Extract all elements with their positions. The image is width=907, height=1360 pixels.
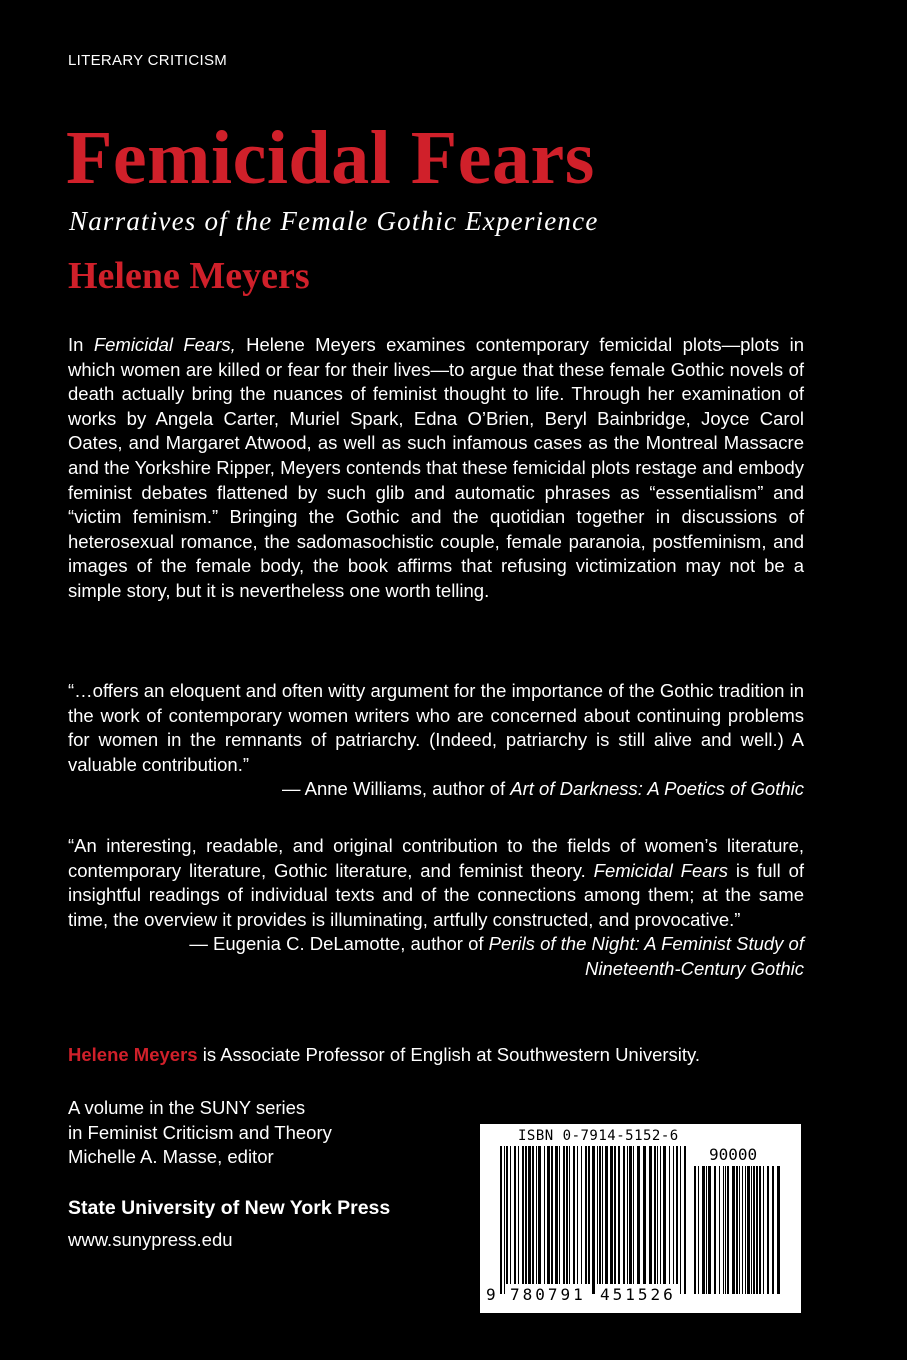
barcode-bar — [633, 1146, 634, 1284]
attribution-work-line1: Perils of the Night: A Feminist Study of — [488, 933, 804, 955]
barcode-bar — [745, 1166, 746, 1294]
barcode-bar — [663, 1146, 666, 1284]
barcode-bar — [767, 1166, 769, 1294]
barcode-bar — [581, 1146, 582, 1284]
barcode-bar — [739, 1166, 740, 1294]
barcode-bar — [588, 1146, 590, 1284]
isbn-number: ISBN 0-7914-5152-6 — [518, 1128, 679, 1144]
barcode-bar — [649, 1146, 652, 1284]
barcode-bar — [532, 1146, 534, 1284]
attribution-work-line2: Nineteenth-Century Gothic — [584, 957, 804, 979]
barcode-bar — [772, 1166, 774, 1294]
quote-text-italic: Femicidal Fears — [593, 859, 728, 881]
attribution-author: — Anne Williams, author of — [282, 778, 511, 800]
barcode-bar — [643, 1146, 646, 1284]
barcode-bar — [573, 1146, 575, 1284]
barcode-bar — [742, 1166, 743, 1294]
barcode-bar — [538, 1146, 541, 1284]
barcode-bar — [506, 1146, 508, 1284]
barcode-bar — [514, 1146, 516, 1284]
barcode-bar — [680, 1146, 681, 1294]
bio-text: is Associate Professor of English at Southwestern University. — [197, 1044, 701, 1065]
barcode-bar — [732, 1166, 735, 1294]
description-paragraph — [68, 333, 804, 604]
series-line-1: A volume in the SUNY series — [68, 1097, 306, 1118]
series-line-3: Michelle A. Masse, editor — [68, 1146, 274, 1168]
barcode-bar — [618, 1146, 620, 1284]
quote-text: “…offers an eloquent and often witty argument for the importance of the Gothic tradition in the work of contemporary women writers who are concerned about continuing problems for women in the remnants of patriarchy. (Indeed, patriarchy is still alive and well.) A valuable contribution.” — [68, 680, 804, 775]
barcode-digits-right: 451526 — [600, 1285, 676, 1304]
barcode-bar — [536, 1146, 537, 1284]
barcode-bar — [708, 1166, 711, 1294]
quote-text-after: is full of insightful readings of individual texts and of the connections among them; at the same time, the overview it provides is illuminating, artfully constructed, and provocative.” — [68, 859, 804, 930]
barcode-bar — [563, 1146, 565, 1284]
barcode-bar — [756, 1166, 758, 1294]
barcode-bar — [673, 1146, 674, 1284]
barcode-bar — [597, 1146, 598, 1284]
barcode-bar — [753, 1166, 755, 1294]
barcode-bar — [676, 1146, 678, 1284]
barcode-bar — [623, 1146, 625, 1284]
publisher-name: State University of New York Press — [68, 1197, 391, 1219]
quote-attribution-line2 — [68, 957, 804, 982]
barcode-bar — [610, 1146, 613, 1284]
barcode-bar — [605, 1146, 608, 1284]
barcode-bar — [660, 1146, 661, 1284]
quote-attribution — [68, 777, 804, 802]
barcode-lead-digit: 9 — [486, 1285, 496, 1304]
quote-attribution — [68, 932, 804, 957]
barcode-bar — [698, 1166, 699, 1294]
barcode-bar — [684, 1146, 686, 1294]
series-info — [68, 1096, 332, 1170]
barcode-bar — [657, 1146, 658, 1284]
attribution-work: Art of Darkness: A Poetics of Gothic — [510, 778, 804, 800]
barcode-bar — [714, 1166, 716, 1294]
barcode-bar — [500, 1146, 502, 1294]
barcode-bar — [725, 1166, 726, 1294]
barcode-bar — [637, 1146, 640, 1284]
barcode-bar — [627, 1146, 628, 1284]
description-prefix: In — [68, 334, 94, 355]
quote-text — [68, 834, 804, 932]
book-title: Femicidal Fears — [66, 116, 595, 200]
barcode-bar — [559, 1146, 560, 1284]
description-text: Helene Meyers examines contemporary femicidal plots—plots in which women are killed or fear for their lives—to argue that these female Gothic novels of death actually bring the nuances of feminist thought to life. Through her examination of works by Angela Carter, Muriel Spark, Edna O’Brien, Beryl Bainbridge, Joyce Carol Oates, and Margaret Atwood, as well as such infamous cases as the Montreal Massacre and the Yorkshire Ripper, Meyers contends that these femicidal plots restage and embody feminist debates flattened by such glib and automatic phrases as “essentialism” and “victim feminism.” Bringing the Gothic and the quotidian together in discussions of heterosexual romance, the sadomasochistic couple, female paranoia, postfeminism, and images of the female body, the book affirms that refusing victimization may not be a simple story, but it is nevertheless one worth telling. — [68, 334, 804, 601]
isbn-barcode — [480, 1124, 801, 1313]
barcode-bar — [569, 1146, 570, 1284]
barcode-digits-left: 780791 — [510, 1285, 586, 1304]
barcode-bar — [547, 1146, 550, 1284]
bio-author-name: Helene Meyers — [68, 1044, 198, 1065]
barcode-bar — [747, 1166, 750, 1294]
description-title-italic: Femicidal Fears, — [93, 334, 236, 355]
barcode-bar — [654, 1146, 656, 1284]
barcode-bar — [669, 1146, 670, 1284]
author-bio — [68, 1043, 700, 1067]
barcode-bar — [777, 1166, 780, 1294]
book-author: Helene Meyers — [68, 255, 310, 297]
barcode-bar — [566, 1146, 568, 1284]
barcode-bar — [751, 1166, 752, 1294]
barcode-bar — [629, 1146, 632, 1284]
publisher-website: www.sunypress.edu — [68, 1229, 233, 1250]
review-quote-williams — [68, 679, 804, 802]
barcode-bar — [614, 1146, 616, 1284]
price-code: 90000 — [709, 1145, 758, 1164]
barcode-bar — [544, 1146, 545, 1284]
book-subtitle: Narratives of the Female Gothic Experience — [69, 206, 599, 236]
barcode-bar — [518, 1146, 519, 1284]
barcode-bar — [592, 1146, 595, 1294]
barcode-bar — [577, 1146, 578, 1284]
review-quote-delamotte — [68, 834, 804, 982]
barcode-bar — [763, 1166, 764, 1294]
barcode-bar — [723, 1166, 724, 1294]
barcode-bar — [706, 1166, 707, 1294]
barcode-bar — [599, 1146, 601, 1284]
barcode-bar — [510, 1146, 511, 1284]
category-label: LITERARY CRITICISM — [68, 52, 228, 69]
quote-text-before: “An interesting, readable, and original contribution to the fields of women’s literature, contemporary literature, Gothic literature, and feminist theory. — [68, 835, 804, 881]
barcode-bar — [759, 1166, 761, 1294]
barcode-bar — [702, 1166, 705, 1294]
barcode-bar — [555, 1146, 558, 1284]
barcode-bar — [727, 1166, 729, 1294]
barcode-bar — [504, 1146, 505, 1294]
barcode-bar — [719, 1166, 720, 1294]
barcode-bar — [551, 1146, 553, 1284]
barcode-bar — [602, 1146, 603, 1284]
barcode-bar — [585, 1146, 587, 1284]
barcode-bar — [525, 1146, 527, 1284]
barcode-bar — [522, 1146, 524, 1284]
attribution-author: — Eugenia C. DeLamotte, author of — [189, 933, 489, 955]
series-line-2: in Feminist Criticism and Theory — [68, 1121, 332, 1143]
barcode-bar — [694, 1166, 696, 1294]
barcode-bar — [736, 1166, 738, 1294]
barcode-bar — [528, 1146, 531, 1284]
